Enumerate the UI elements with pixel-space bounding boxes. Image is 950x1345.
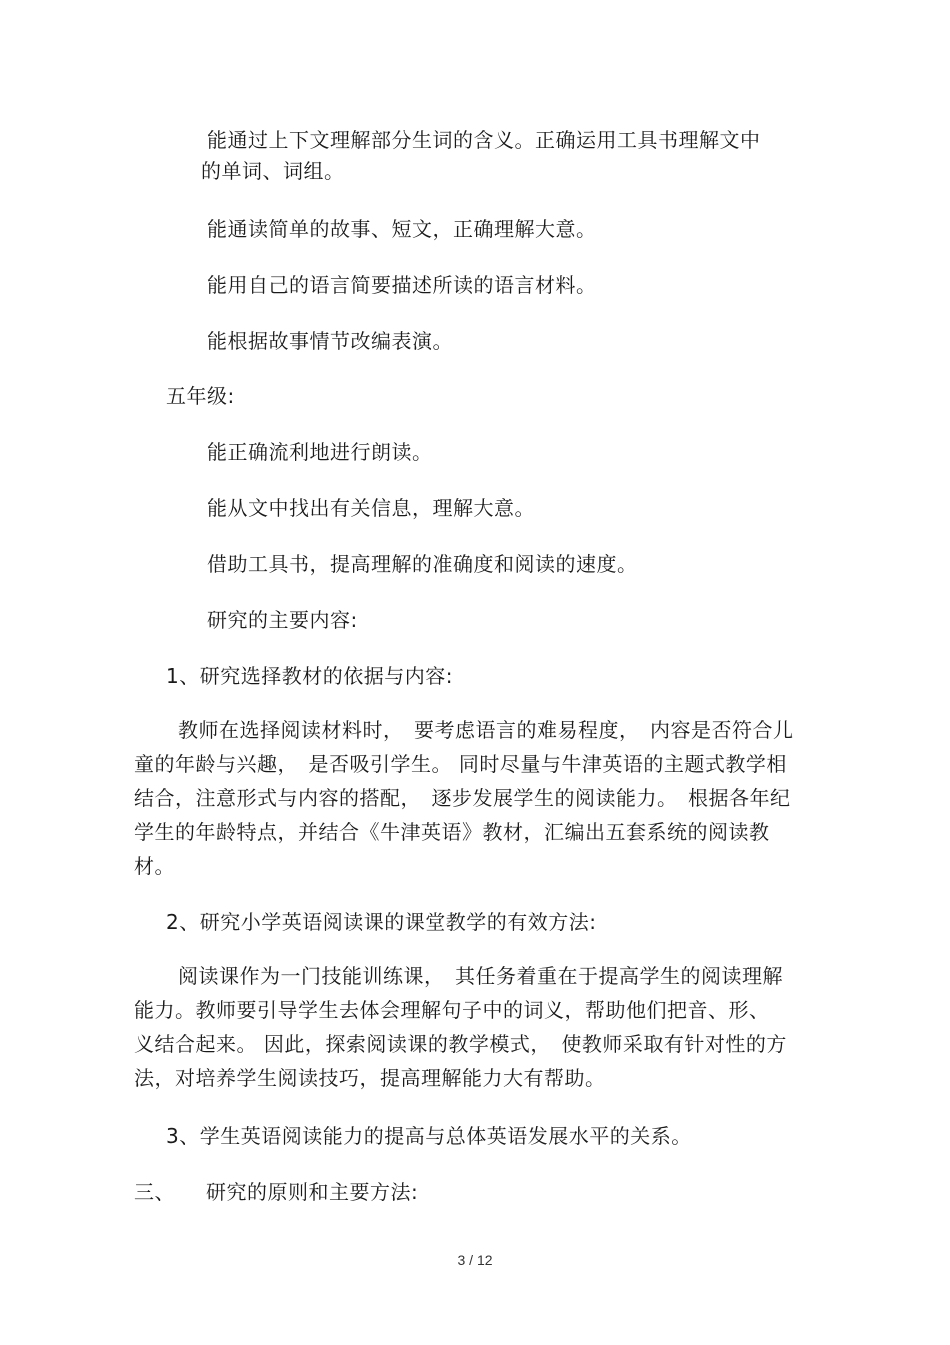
text-line: 能从文中找出有关信息，理解大意。 xyxy=(207,496,535,520)
paragraph-line: 阅读课作为一门技能训练课， 其任务着重在于提高学生的阅读理解 xyxy=(178,964,783,988)
paragraph-line: 法，对培养学生阅读技巧，提高理解能力大有帮助。 xyxy=(134,1066,606,1090)
paragraph-line: 义结合起来。 因此，探索阅读课的教学模式， 使教师采取有针对性的方 xyxy=(134,1032,787,1056)
paragraph-line: 童的年龄与兴趣， 是否吸引学生。 同时尽量与牛津英语的主题式教学相 xyxy=(134,752,787,776)
paragraph-line: 材。 xyxy=(134,854,175,878)
numbered-heading: 3、学生英语阅读能力的提高与总体英语发展水平的关系。 xyxy=(166,1124,692,1148)
numbered-heading: 2、研究小学英语阅读课的课堂教学的有效方法: xyxy=(166,910,597,934)
text-line: 能正确流利地进行朗读。 xyxy=(207,440,433,464)
text-line: 能根据故事情节改编表演。 xyxy=(207,329,453,353)
paragraph-line: 结合，注意形式与内容的搭配， 逐步发展学生的阅读能力。 根据各年纪 xyxy=(134,786,791,810)
paragraph-line: 教师在选择阅读材料时， 要考虑语言的难易程度， 内容是否符合儿 xyxy=(178,718,794,742)
paragraph-line: 能力。教师要引导学生去体会理解句子中的词义，帮助他们把音、形、 xyxy=(134,998,770,1022)
section-heading: 五年级: xyxy=(166,384,235,408)
text-line: 能通过上下文理解部分生词的含义。正确运用工具书理解文中 xyxy=(207,128,761,152)
section-heading: 研究的主要内容: xyxy=(207,608,358,632)
text-line: 能用自己的语言简要描述所读的语言材料。 xyxy=(207,273,597,297)
page-number: 3 / 12 xyxy=(457,1252,493,1268)
text-line: 的单词、词组。 xyxy=(201,159,345,183)
paragraph-line: 学生的年龄特点，并结合《牛津英语》教材，汇编出五套系统的阅读教 xyxy=(134,820,770,844)
text-line: 能通读简单的故事、短文，正确理解大意。 xyxy=(207,217,597,241)
numbered-heading: 1、研究选择教材的依据与内容: xyxy=(166,664,453,688)
chapter-heading: 三、 研究的原则和主要方法: xyxy=(134,1180,419,1204)
text-line: 借助工具书，提高理解的准确度和阅读的速度。 xyxy=(207,552,638,576)
